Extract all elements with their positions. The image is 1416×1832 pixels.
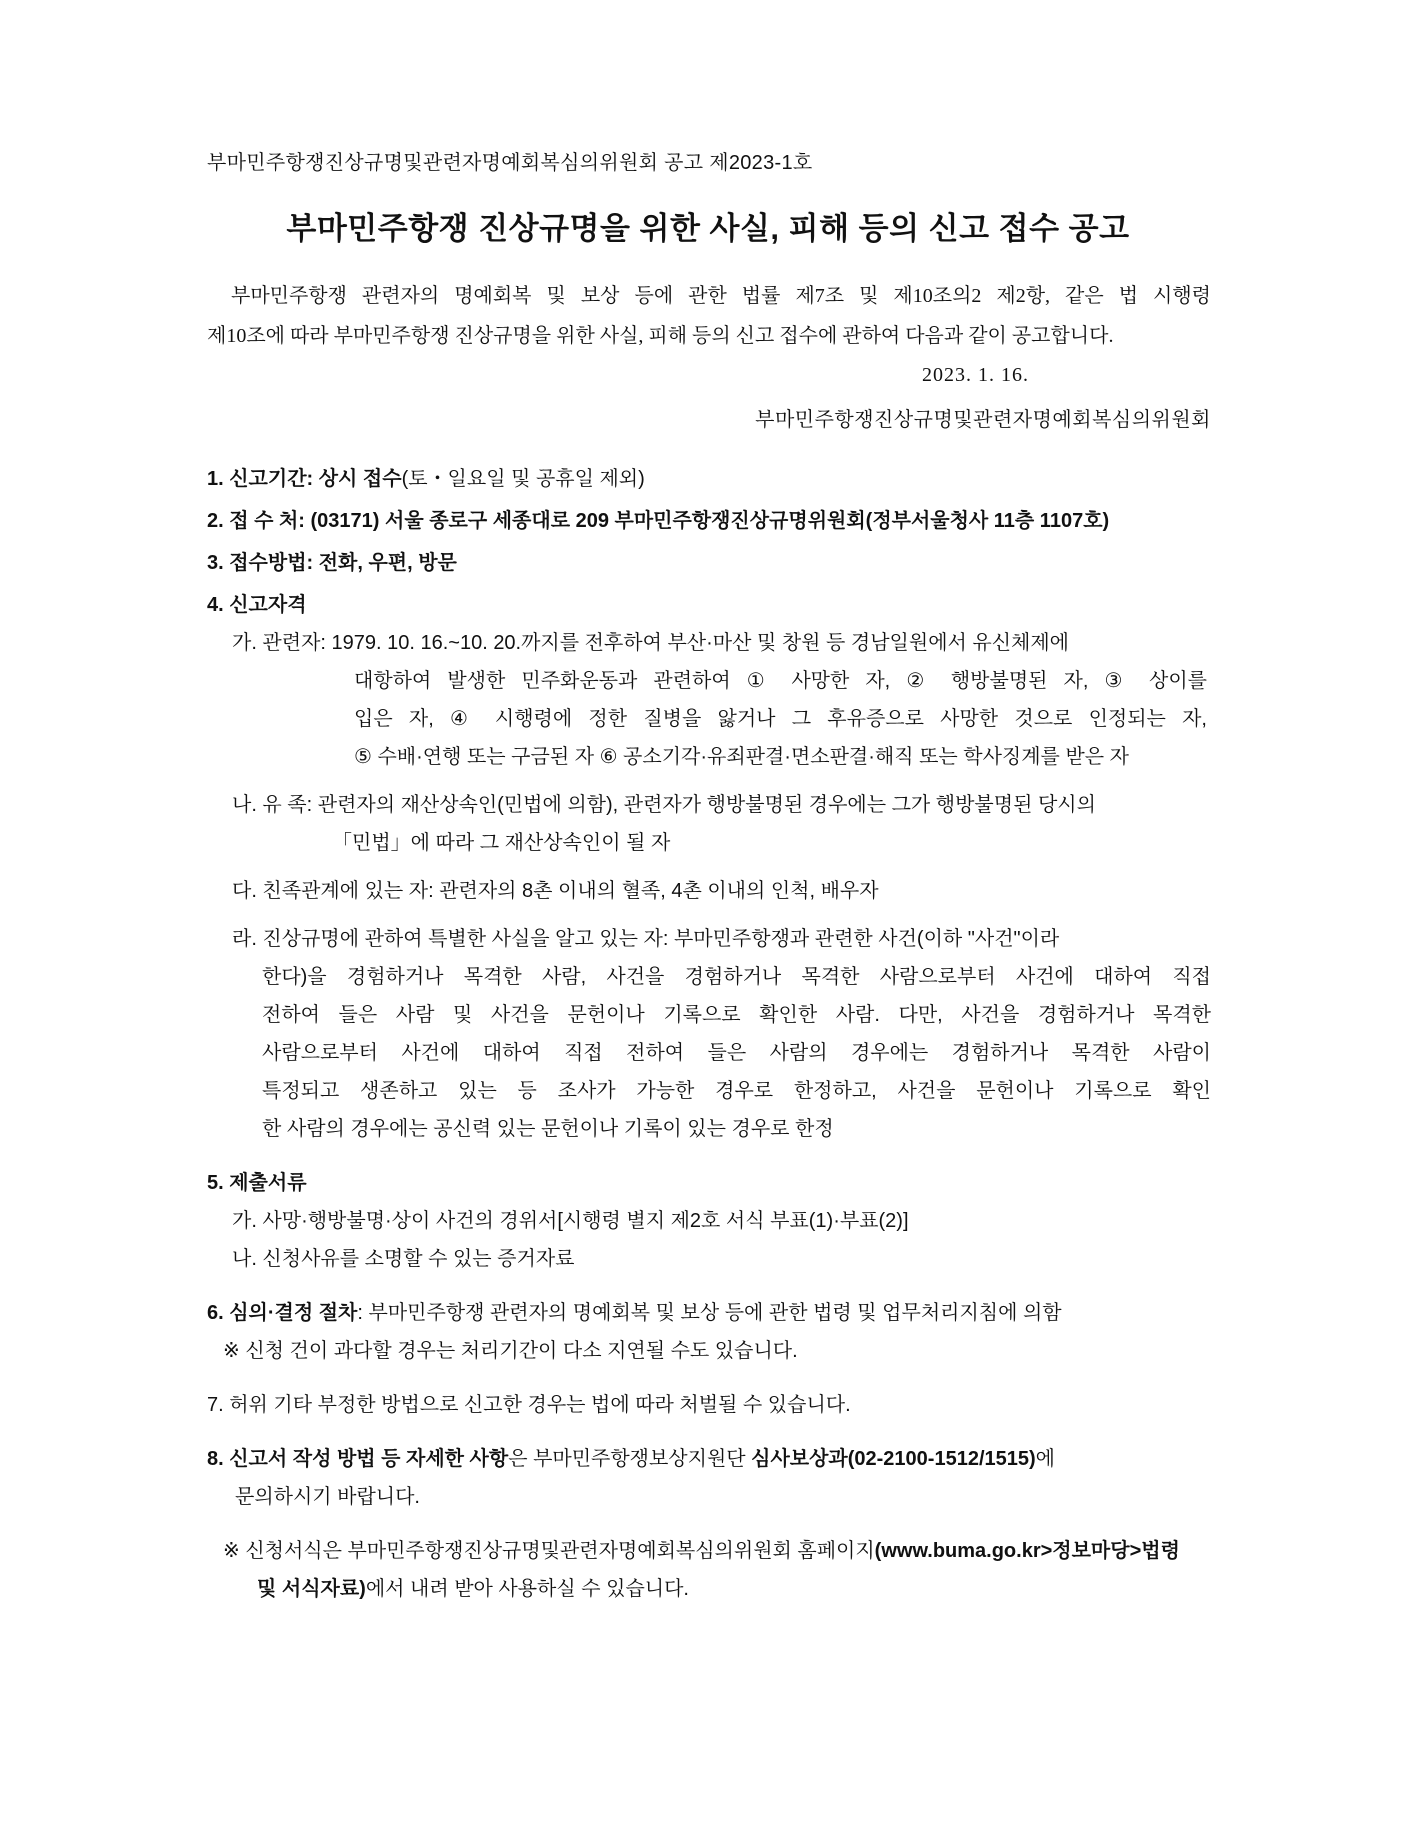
item-reporting-period — [207, 460, 1211, 498]
item-text: (토・일요일 및 공휴일 제외) — [401, 468, 645, 490]
footnote-text: ※ 신청서식은 부마민주항쟁진상규명및관련자명예회복심의위원회 홈페이지 — [223, 1540, 875, 1562]
eligibility-line: 한 사람의 경우에는 공신력 있는 문헌이나 기록이 있는 경우로 한정 — [262, 1118, 834, 1140]
intro-line-2: 제10조에 따라 부마민주항쟁 진상규명을 위한 사실, 피해 등의 신고 접수에 관하여 다음과 같이 공고합니다. — [207, 325, 1114, 347]
eligibility-line: 전하여 들은 사람 및 사건을 문헌이나 기록으로 확인한 사람. 다만, 사건을 경험하거나 목격한 — [262, 1004, 1211, 1026]
eligibility-line: 대항하여 발생한 민주화운동과 관련하여 ① 사망한 자, ② 행방불명된 자, ③ 상이를 — [354, 670, 1207, 692]
eligibility-witness — [207, 920, 1211, 1148]
footnote-text: 에서 내려 받아 사용하실 수 있습니다. — [365, 1578, 689, 1600]
documents-list — [207, 1202, 1211, 1278]
intro-paragraph — [207, 276, 1211, 356]
eligibility-line: 사람으로부터 사건에 대하여 직접 전하여 들은 사람의 경우에는 경험하거나 목격한 사람이 — [262, 1042, 1211, 1064]
item-text: 에 — [1035, 1448, 1055, 1470]
item-label: 6. 심의·결정 절차 — [207, 1302, 358, 1324]
item-label: 8. 신고서 작성 방법 등 자세한 사항 — [207, 1448, 509, 1470]
item-text: : 부마민주항쟁 관련자의 명예회복 및 보상 등에 관한 법령 및 업무처리지침에 의함 — [357, 1302, 1062, 1324]
notice-items — [207, 460, 1211, 1608]
eligibility-line: 다. 친족관계에 있는 자: 관련자의 8촌 이내의 혈족, 4촌 이내의 인척, 배우자 — [232, 880, 879, 902]
eligibility-relatives — [207, 872, 1211, 910]
footnote-line-1 — [207, 1532, 1211, 1570]
eligibility-line: ⑤ 수배·연행 또는 구금된 자 ⑥ 공소기각·유죄판결·면소판결·해직 또는 학사징계를 받은 자 — [354, 746, 1129, 768]
eligibility-line: 나. 유 족: 관련자의 재산상속인(민법에 의함), 관련자가 행방불명된 경우에는 그가 행방불명된 당시의 — [232, 794, 1096, 816]
eligibility-line: 「민법」에 따라 그 재산상속인이 될 자 — [332, 832, 671, 854]
eligibility-related-person — [207, 624, 1211, 776]
eligibility-bereaved-family — [207, 786, 1211, 862]
eligibility-line: 가. 관련자: 1979. 10. 16.~10. 20.까지를 전후하여 부산·마산 및 창원 등 경남일원에서 유신체제에 — [232, 632, 1069, 654]
issuer-name: 부마민주항쟁진상규명및관련자명예회복심의위원회 — [755, 409, 1211, 431]
item-inquiry — [207, 1440, 1211, 1478]
item-penalty-notice: 7. 허위 기타 부정한 방법으로 신고한 경우는 법에 따라 처벌될 수 있습니다. — [207, 1394, 851, 1416]
page-title: 부마민주항쟁 진상규명을 위한 사실, 피해 등의 신고 접수 공고 — [286, 211, 1130, 246]
footnote-link: (www.buma.go.kr>정보마당>법령 — [874, 1540, 1180, 1562]
notice-date: 2023. 1. 16. — [922, 364, 1029, 386]
item-documents-heading: 5. 제출서류 — [207, 1172, 307, 1194]
review-note: ※ 신청 건이 과다할 경우는 처리기간이 다소 지연될 수도 있습니다. — [223, 1340, 798, 1362]
item-label: 1. 신고기간: 상시 접수 — [207, 468, 402, 490]
footnote-link: 및 서식자료) — [257, 1578, 366, 1600]
footnote-line-2 — [207, 1570, 1211, 1608]
eligibility-line: 특정되고 생존하고 있는 등 조사가 가능한 경우로 한정하고, 사건을 문헌이나 기록으로 확인 — [262, 1080, 1211, 1102]
item-reception-method: 3. 접수방법: 전화, 우편, 방문 — [207, 552, 457, 574]
inquiry-line-2: 문의하시기 바랍니다. — [235, 1486, 420, 1508]
document-item: 나. 신청사유를 소명할 수 있는 증거자료 — [232, 1248, 575, 1270]
eligibility-line: 입은 자, ④ 시행령에 정한 질병을 앓거나 그 후유증으로 사망한 것으로 인정되는 자, — [354, 708, 1207, 730]
item-reception-office: 2. 접 수 처: (03171) 서울 종로구 세종대로 209 부마민주항쟁진상규명위원회(정부서울청사 11층 1107호) — [207, 510, 1110, 532]
document-item: 가. 사망·행방불명·상이 사건의 경위서[시행령 별지 제2호 서식 부표(1)·부표(2)] — [232, 1210, 909, 1232]
eligibility-line: 라. 진상규명에 관하여 특별한 사실을 알고 있는 자: 부마민주항쟁과 관련한 사건(이하 "사건"이라 — [232, 928, 1060, 950]
inquiry-contact: 심사보상과(02-2100-1512/1515) — [751, 1448, 1036, 1470]
item-eligibility-heading: 4. 신고자격 — [207, 594, 307, 616]
item-review-procedure — [207, 1294, 1211, 1332]
eligibility-line: 한다)을 경험하거나 목격한 사람, 사건을 경험하거나 목격한 사람으로부터 사건에 대하여 직접 — [262, 966, 1211, 988]
intro-line-1: 부마민주항쟁 관련자의 명예회복 및 보상 등에 관한 법률 제7조 및 제10조의2 제2항, 같은 법 시행령 — [231, 285, 1211, 307]
notice-number: 부마민주항쟁진상규명및관련자명예회복심의위원회 공고 제2023-1호 — [207, 152, 813, 174]
item-text: 은 부마민주항쟁보상지원단 — [508, 1448, 752, 1470]
